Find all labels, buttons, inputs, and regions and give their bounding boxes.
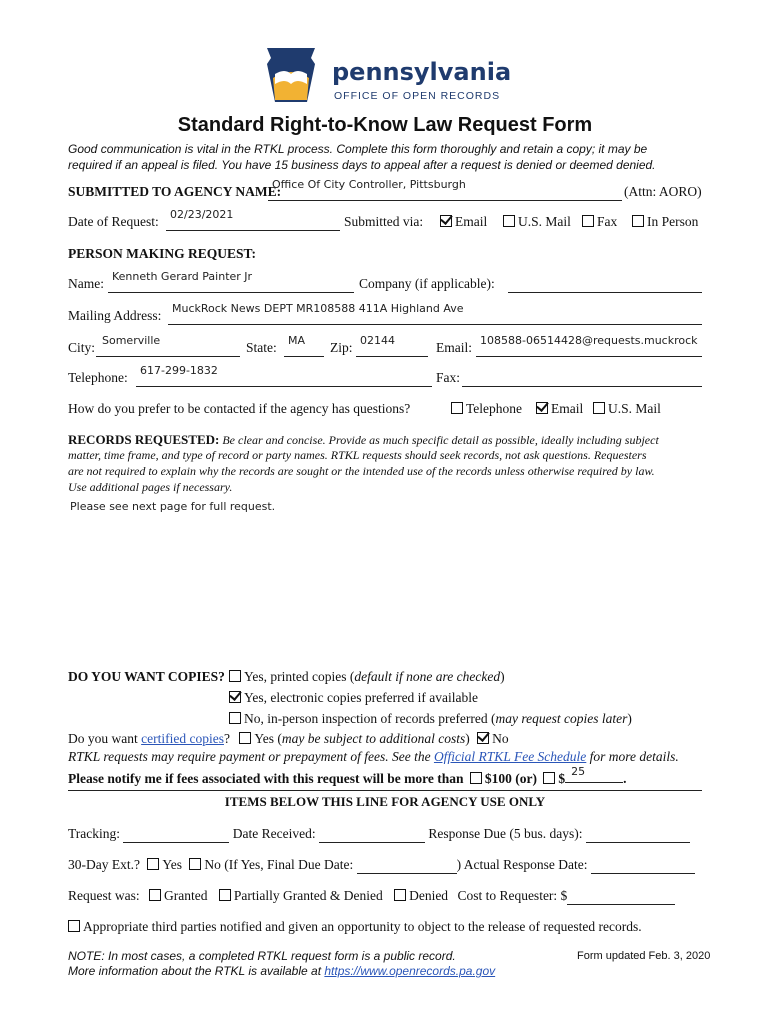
fax-field[interactable]: [462, 370, 702, 387]
zip-label: Zip:: [330, 340, 353, 355]
date-value: 02/23/2021: [170, 208, 234, 221]
company-field[interactable]: [508, 276, 702, 293]
fax-label: Fax:: [436, 370, 461, 385]
form-updated: Form updated Feb. 3, 2020: [577, 950, 711, 962]
records-instr-line-1: RECORDS REQUESTED: Be clear and concise. Provide as much specific detail as possible, ideally including subject: [68, 432, 659, 447]
certified-row: Do you want certified copies? Yes (may be subject to additional costs) No: [68, 731, 509, 746]
state-label: State:: [246, 340, 277, 355]
records-instr-line-2: matter, time frame, and type of record or party names. RTKL requests should seek records, not ask questions. Requesters: [68, 448, 647, 462]
copies-printed[interactable]: Yes, printed copies (default if none are checked): [229, 669, 505, 685]
contact-email-checkbox[interactable]: [536, 402, 548, 414]
notify-amount-value: 25: [571, 765, 586, 778]
ext-no-checkbox[interactable]: [189, 858, 201, 870]
extension-row: 30-Day Ext.? Yes No (If Yes, Final Due Date: ) Actual Response Date:: [68, 857, 695, 874]
copies-electronic[interactable]: Yes, electronic copies preferred if available: [229, 690, 478, 706]
final-due-date-field[interactable]: [357, 857, 457, 874]
date-field[interactable]: [166, 208, 340, 231]
page-title: Standard Right-to-Know Law Request Form: [177, 114, 593, 136]
third-party-checkbox[interactable]: [68, 920, 80, 932]
ext-yes-checkbox[interactable]: [147, 858, 159, 870]
submitted-via-fax[interactable]: Fax: [582, 214, 617, 230]
city-field[interactable]: [96, 334, 240, 357]
state-value: MA: [288, 334, 306, 347]
email-value: 108588-06514428@requests.muckrock: [480, 334, 698, 347]
email-field[interactable]: [476, 334, 702, 357]
state-field[interactable]: [284, 334, 324, 357]
name-label: Name:: [68, 276, 104, 291]
email-checkbox[interactable]: [440, 215, 452, 227]
zip-field[interactable]: [356, 334, 428, 357]
city-value: Somerville: [102, 334, 161, 347]
certified-yes-checkbox[interactable]: [239, 732, 251, 744]
footer-note: NOTE: In most cases, a completed RTKL request form is a public record.: [68, 949, 456, 963]
request-was-row: Request was: Granted Partially Granted & Denied Denied Cost to Requester: $: [68, 888, 675, 905]
records-textarea[interactable]: [68, 496, 702, 656]
records-label: RECORDS REQUESTED:: [68, 432, 220, 447]
intro-line-2: required if an appeal is filed. You have 15 business days to appeal after a request is denied or deemed denied.: [68, 158, 656, 172]
response-due-field[interactable]: [586, 826, 690, 843]
person-heading: PERSON MAKING REQUEST:: [68, 246, 257, 261]
fee-schedule-link[interactable]: Official RTKL Fee Schedule: [433, 749, 587, 764]
agency-divider: [68, 790, 702, 791]
records-body: Please see next page for full request.: [70, 500, 276, 513]
actual-response-date-field[interactable]: [591, 857, 695, 874]
mail-checkbox[interactable]: [503, 215, 515, 227]
contact-telephone[interactable]: Telephone: [451, 401, 522, 417]
email-label: Email:: [436, 340, 472, 355]
notify-100-checkbox[interactable]: [470, 772, 482, 784]
city-label: City:: [68, 340, 96, 355]
copies-inspection[interactable]: No, in-person inspection of records preferred (may request copies later): [229, 711, 632, 727]
mailing-label: Mailing Address:: [68, 308, 162, 323]
contact-mail[interactable]: U.S. Mail: [593, 401, 661, 417]
copies-electronic-checkbox[interactable]: [229, 691, 241, 703]
notify-amount-field[interactable]: [565, 765, 623, 783]
name-value: Kenneth Gerard Painter Jr: [112, 270, 253, 283]
submitted-via-in-person[interactable]: In Person: [632, 214, 698, 230]
notify-row: Please notify me if fees associated with this request will be more than $100 (or) $ 25 .: [68, 765, 627, 786]
submitted-via-mail[interactable]: U.S. Mail: [503, 214, 571, 230]
fee-row: RTKL requests may require payment or prepayment of fees. See the Official RTKL Fee Schedule for more details.: [68, 749, 679, 764]
telephone-field[interactable]: [136, 364, 432, 387]
agency-attn: (Attn: AORO): [624, 184, 702, 199]
footer-more-info: More information about the RTKL is available at https://www.openrecords.pa.gov: [68, 964, 496, 978]
records-instr-line-3: are not required to explain why the records are sought or the intended use of the records unless otherwise required by law.: [68, 464, 655, 478]
brand-subtitle: OFFICE OF OPEN RECORDS: [334, 90, 501, 102]
fax-checkbox[interactable]: [582, 215, 594, 227]
openrecords-link[interactable]: https://www.openrecords.pa.gov: [324, 964, 496, 978]
name-field[interactable]: [108, 270, 354, 293]
telephone-value: 617-299-1832: [140, 364, 218, 377]
copies-label: DO YOU WANT COPIES?: [68, 669, 225, 684]
submitted-via-email[interactable]: Email: [440, 214, 487, 230]
granted-checkbox[interactable]: [149, 889, 161, 901]
submitted-via-label: Submitted via:: [344, 214, 424, 229]
keystone-logo-icon: [263, 44, 319, 106]
agency-value: Office Of City Controller, Pittsburgh: [272, 178, 466, 191]
telephone-label: Telephone:: [68, 370, 128, 385]
contact-mail-checkbox[interactable]: [593, 402, 605, 414]
copies-printed-checkbox[interactable]: [229, 670, 241, 682]
company-label: Company (if applicable):: [359, 276, 495, 291]
denied-checkbox[interactable]: [394, 889, 406, 901]
records-instr-line-4: Use additional pages if necessary.: [68, 480, 233, 494]
notify-custom-checkbox[interactable]: [543, 772, 555, 784]
certified-no-checkbox[interactable]: [477, 732, 489, 744]
tracking-field[interactable]: [123, 826, 229, 843]
zip-value: 02144: [360, 334, 395, 347]
certified-copies-link[interactable]: certified copies: [141, 731, 224, 746]
copies-inspection-checkbox[interactable]: [229, 712, 241, 724]
contact-telephone-checkbox[interactable]: [451, 402, 463, 414]
intro-line-1: Good communication is vital in the RTKL process. Complete this form thoroughly and retain a copy; it may be: [68, 142, 648, 156]
contact-question: How do you prefer to be contacted if the agency has questions?: [68, 401, 411, 416]
agency-use-heading: ITEMS BELOW THIS LINE FOR AGENCY USE ONLY: [224, 794, 546, 809]
cost-field[interactable]: [567, 888, 675, 905]
partially-granted-checkbox[interactable]: [219, 889, 231, 901]
contact-email[interactable]: Email: [536, 401, 583, 417]
brand-name: pennsylvania: [332, 58, 512, 86]
mailing-value: MuckRock News DEPT MR108588 411A Highland Ave: [172, 302, 464, 315]
agency-field[interactable]: [268, 178, 622, 201]
third-party-row[interactable]: Appropriate third parties notified and given an opportunity to object to the release of requested records.: [68, 919, 642, 935]
date-label: Date of Request:: [68, 214, 159, 229]
mailing-field[interactable]: [168, 302, 702, 325]
agency-label: SUBMITTED TO AGENCY NAME:: [68, 184, 282, 199]
tracking-row: Tracking: Date Received: Response Due (5 bus. days):: [68, 826, 690, 843]
in-person-checkbox[interactable]: [632, 215, 644, 227]
date-received-field[interactable]: [319, 826, 425, 843]
